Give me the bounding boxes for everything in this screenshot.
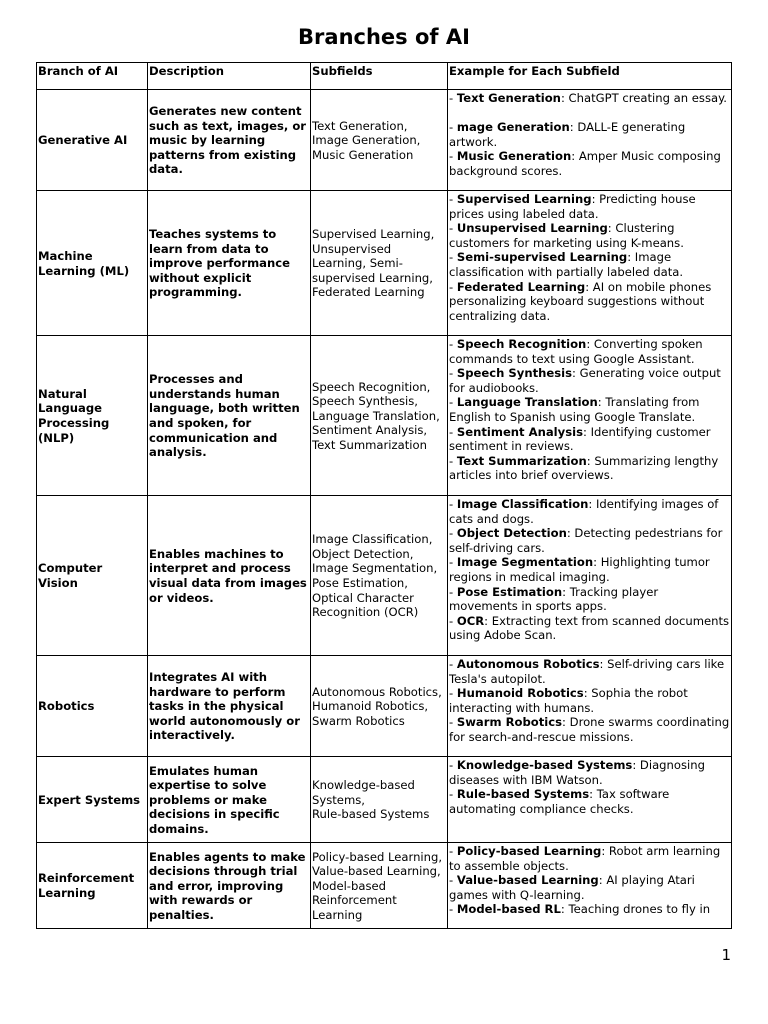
- subfield-item: Supervised Learning,: [312, 227, 435, 242]
- example-item: - Sentiment Analysis: Identifying customer sentiment in reviews.: [449, 424, 711, 454]
- example-item: - Knowledge-based Systems: Diagnosing diseases with IBM Watson.: [449, 758, 705, 787]
- example-text: : Amper Music composing background scores.: [449, 149, 721, 178]
- subfield-item: Sentiment Analysis,: [312, 423, 428, 438]
- example-text: : DALL-E generating artwork.: [449, 120, 686, 149]
- branch-description: Enables agents to make decisions through trial and error, improving with rewards or penalties.: [148, 843, 311, 929]
- example-term: Knowledge-based Systems: [456, 758, 633, 772]
- subfield-item: Object Detection,: [312, 546, 414, 561]
- table-row: [37, 843, 732, 929]
- example-term: Image Segmentation: [456, 555, 594, 570]
- example-term: Unsupervised Learning: [456, 221, 608, 236]
- example-text: : ChatGPT creating an essay.: [560, 91, 727, 105]
- example-text: : Clustering customers for marketing using K-means.: [449, 221, 684, 250]
- examples-cell: [448, 191, 732, 336]
- example-item: - Speech Recognition: Converting spoken commands to text using Google Assistant.: [449, 337, 703, 366]
- subfield-item: Image Generation,: [312, 133, 421, 148]
- example-term: Speech Recognition: [456, 337, 587, 351]
- subfield-item: Model-based Reinforcement Learning: [312, 878, 397, 922]
- example-text: : Summarizing lengthy articles into brief overviews.: [449, 453, 719, 483]
- example-item: - OCR: Extracting text from scanned documents using Adobe Scan.: [449, 613, 730, 643]
- example-item: - Text Generation: ChatGPT creating an essay.: [449, 91, 727, 105]
- subfield-item: Speech Synthesis,: [312, 394, 418, 409]
- example-item: - Value-based Learning: AI playing Atari games with Q-learning.: [449, 873, 695, 902]
- branch-name: Machine Learning (ML): [37, 191, 148, 336]
- example-text: : Identifying customer sentiment in reviews.: [449, 424, 711, 454]
- example-term: Semi-supervised Learning: [456, 250, 628, 265]
- subfield-item: Text Generation,: [312, 118, 408, 133]
- examples-cell: [448, 656, 732, 757]
- example-text: : Robot arm learning to assemble objects.: [449, 844, 721, 873]
- example-term: Speech Synthesis: [456, 366, 573, 381]
- examples-cell: [448, 496, 732, 656]
- header-branch: Branch of AI: [37, 63, 148, 90]
- table-header-row: [37, 63, 732, 90]
- example-term: Model-based RL: [456, 902, 561, 917]
- example-text: : AI on mobile phones personalizing keyboard suggestions without centralizing data.: [449, 279, 712, 323]
- example-text: : Sophia the robot interacting with humans.: [449, 686, 688, 715]
- example-term: Humanoid Robotics: [456, 686, 584, 701]
- example-term: Music Generation: [456, 149, 572, 164]
- example-item: - Language Translation: Translating from English to Spanish using Google Translate.: [449, 395, 700, 424]
- example-item: - Federated Learning: AI on mobile phones personalizing keyboard suggestions without centralizing data.: [449, 279, 712, 323]
- example-text: : Converting spoken commands to text using Google Assistant.: [449, 337, 703, 366]
- branch-name: Expert Systems: [37, 757, 148, 843]
- branches-table: [36, 62, 732, 929]
- example-item: - Pose Estimation: Tracking player movements in sports apps.: [449, 584, 659, 614]
- example-text: : Identifying images of cats and dogs.: [449, 497, 719, 526]
- subfield-item: Federated Learning: [312, 285, 425, 300]
- table-row: [37, 90, 732, 191]
- subfield-item: Unsupervised Learning, Semi-supervised Learning,: [312, 241, 433, 285]
- subfield-item: Pose Estimation,: [312, 576, 408, 590]
- branch-description: Generates new content such as text, images, or music by learning patterns from existing data.: [148, 90, 311, 191]
- branch-name: Robotics: [37, 656, 148, 757]
- example-item: - Object Detection: Detecting pedestrians for self-driving cars.: [449, 526, 723, 555]
- example-item: - Unsupervised Learning: Clustering customers for marketing using K-means.: [449, 221, 684, 250]
- subfields-cell: [311, 496, 448, 656]
- example-text: : Self-driving cars like Tesla's autopilot.: [449, 657, 725, 686]
- example-text: : Diagnosing diseases with IBM Watson.: [449, 758, 705, 787]
- table-row: [37, 191, 732, 336]
- subfield-item: Rule-based Systems: [312, 807, 430, 822]
- example-term: Supervised Learning: [456, 192, 592, 206]
- subfields-cell: [311, 90, 448, 191]
- header-examples: Example for Each Subfield: [448, 63, 732, 90]
- example-term: Value-based Learning: [456, 873, 599, 888]
- example-term: Federated Learning: [456, 279, 586, 294]
- example-item: - Image Segmentation: Highlighting tumor regions in medical imaging.: [449, 555, 710, 584]
- page-number: 1: [721, 946, 731, 964]
- example-text: : Tax software automating compliance checks.: [449, 787, 670, 816]
- example-item: - Supervised Learning: Predicting house prices using labeled data.: [449, 192, 696, 221]
- example-text: : Highlighting tumor regions in medical imaging.: [449, 555, 710, 584]
- subfields-cell: [311, 336, 448, 496]
- subfield-item: Image Classification,: [312, 532, 433, 547]
- branch-description: Integrates AI with hardware to perform tasks in the physical world autonomously or interactively.: [148, 656, 311, 757]
- branch-name: Computer Vision: [37, 496, 148, 656]
- example-text: : Teaching drones to fly in: [560, 902, 711, 917]
- branch-name: Reinforcement Learning: [37, 843, 148, 929]
- subfields-cell: [311, 757, 448, 843]
- example-term: Object Detection: [456, 526, 567, 541]
- example-term: Text Summarization: [456, 453, 587, 468]
- example-term: Rule-based Systems: [456, 787, 590, 802]
- subfields-cell: [311, 656, 448, 757]
- subfield-item: Knowledge-based Systems,: [312, 778, 415, 807]
- example-text: : AI playing Atari games with Q-learning.: [449, 873, 695, 902]
- examples-cell: [448, 757, 732, 843]
- example-item: - Policy-based Learning: Robot arm learning to assemble objects.: [449, 844, 721, 873]
- subfield-item: Humanoid Robotics,: [312, 699, 429, 714]
- subfield-item: Music Generation: [312, 147, 414, 162]
- subfield-item: Text Summarization: [312, 437, 427, 452]
- table-row: [37, 496, 732, 656]
- examples-cell: [448, 843, 732, 929]
- subfield-item: Policy-based Learning,: [312, 849, 443, 864]
- subfield-item: Language Translation,: [312, 408, 440, 423]
- table-row: [37, 757, 732, 843]
- subfield-item: Speech Recognition,: [312, 379, 431, 394]
- example-text: : Drone swarms coordinating for search-and-rescue missions.: [449, 715, 730, 744]
- branch-description: Emulates human expertise to solve problems or make decisions in specific domains.: [148, 757, 311, 843]
- example-item: - Speech Synthesis: Generating voice output for audiobooks.: [449, 366, 721, 395]
- example-text: : Generating voice output for audiobooks.: [449, 366, 721, 395]
- example-text: : Translating from English to Spanish using Google Translate.: [449, 395, 700, 424]
- example-item: - Swarm Robotics: Drone swarms coordinating for search-and-rescue missions.: [449, 715, 730, 744]
- example-item: - Music Generation: Amper Music composing background scores.: [449, 149, 721, 178]
- example-term: mage Generation: [456, 120, 570, 135]
- example-item: - Semi-supervised Learning: Image classification with partially labeled data.: [449, 250, 684, 279]
- example-item: - Text Summarization: Summarizing lengthy articles into brief overviews.: [449, 453, 719, 483]
- example-item: - Humanoid Robotics: Sophia the robot interacting with humans.: [449, 686, 688, 715]
- subfields-cell: [311, 191, 448, 336]
- example-item: - Model-based RL: Teaching drones to fly in: [449, 902, 711, 917]
- example-item: - Image Classification: Identifying images of cats and dogs.: [449, 497, 719, 526]
- example-term: Swarm Robotics: [456, 715, 563, 730]
- subfields-cell: [311, 843, 448, 929]
- example-item: - Autonomous Robotics: Self-driving cars like Tesla's autopilot.: [449, 657, 725, 686]
- example-term: Sentiment Analysis: [456, 424, 583, 439]
- page-title: Branches of AI: [298, 25, 470, 49]
- example-term: Autonomous Robotics: [456, 657, 600, 671]
- subfield-item: Autonomous Robotics,: [312, 684, 442, 699]
- examples-cell: [448, 336, 732, 496]
- table-row: [37, 336, 732, 496]
- subfield-item: Image Segmentation,: [312, 561, 438, 576]
- branch-description: Processes and understands human language, both written and spoken, for communication and analysis.: [148, 336, 311, 496]
- example-term: Language Translation: [456, 395, 598, 410]
- subfield-item: Value-based Learning,: [312, 864, 441, 879]
- example-item: - Rule-based Systems: Tax software automating compliance checks.: [449, 787, 670, 816]
- table-row: [37, 656, 732, 757]
- subfield-item: Swarm Robotics: [312, 713, 405, 728]
- example-term: Policy-based Learning: [456, 844, 602, 858]
- examples-cell: [448, 90, 732, 191]
- branch-description: Enables machines to interpret and process visual data from images or videos.: [148, 496, 311, 656]
- example-text: : Tracking player movements in sports apps.: [449, 584, 659, 614]
- example-term: Pose Estimation: [456, 584, 563, 599]
- example-term: OCR: [456, 613, 485, 628]
- branch-name: Generative AI: [37, 90, 148, 191]
- example-item: [449, 106, 730, 121]
- example-text: : Image classification with partially labeled data.: [449, 250, 684, 279]
- example-text: : Detecting pedestrians for self-driving cars.: [449, 526, 723, 555]
- example-item: - mage Generation: DALL-E generating artwork.: [449, 120, 686, 149]
- subfield-item: Optical Character Recognition (OCR): [312, 590, 419, 620]
- example-term: Text Generation: [456, 91, 561, 105]
- branch-description: Teaches systems to learn from data to improve performance without explicit programming.: [148, 191, 311, 336]
- example-term: Image Classification: [456, 497, 589, 511]
- example-text: : Extracting text from scanned documents using Adobe Scan.: [449, 613, 730, 643]
- branch-name: Natural Language Processing (NLP): [37, 336, 148, 496]
- header-description: Description: [148, 63, 311, 90]
- example-text: : Predicting house prices using labeled data.: [449, 192, 696, 221]
- header-subfields: Subfields: [311, 63, 448, 90]
